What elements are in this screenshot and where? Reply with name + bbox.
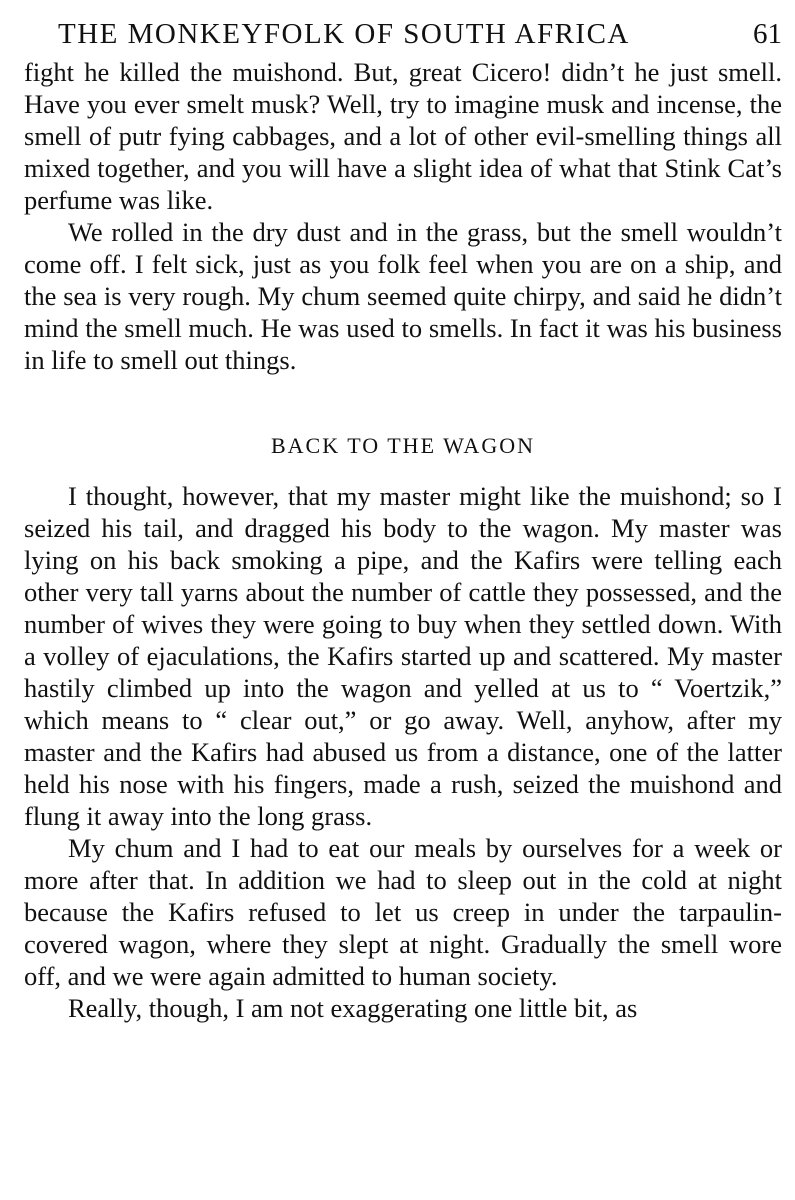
paragraph-1: fight he killed the muishond. But, great Cicero! didn’t he just smell. Have you ever smelt musk? Well, try to imagine musk and incense, the smell of putr fying cabbages, and a lot of other evil-smelling things all mixed together, and you will have a slight idea of what that Stink Cat’s perfume was like. bbox=[24, 57, 782, 215]
running-head bbox=[58, 14, 782, 54]
book-page bbox=[24, 14, 782, 1024]
page-number: 61 bbox=[753, 18, 782, 50]
paragraph-5: Really, though, I am not exaggerating one little bit, as bbox=[68, 993, 638, 1023]
paragraph-3: I thought, however, that my master might like the muishond; so I seized his tail, and dragged his body to the wagon. My master was lying on his back smoking a pipe, and the Kafirs were telling each other very tall yarns about the number of cattle they possessed, and the number of wives they were going to buy when they settled down. With a volley of ejaculations, the Kafirs started up and scattered. My master hastily climbed up into the wagon and yelled at us to “ Voertzik,” which means to “ clear out,” or go away. Well, anyhow, after my master and the Kafirs had abused us from a distance, one of the latter held his nose with his fingers, made a rush, seized the muishond and flung it away into the long grass. bbox=[24, 481, 782, 831]
paragraph-4: My chum and I had to eat our meals by ourselves for a week or more after that. In addition we had to sleep out in the cold at night because the Kafirs refused to let us creep in under the tarpaulin-covered wagon, where they slept at night. Gradually the smell wore off, and we were again admitted to human society. bbox=[24, 833, 782, 991]
running-title: THE MONKEYFOLK OF SOUTH AFRICA bbox=[58, 18, 630, 50]
paragraph-2: We rolled in the dry dust and in the grass, but the smell wouldn’t come off. I felt sick, just as you folk feel when you are on a ship, and the sea is very rough. My chum seemed quite chirpy, and said he didn’t mind the smell much. He was used to smells. In fact it was his business in life to smell out things. bbox=[24, 217, 782, 375]
section-heading: BACK TO THE WAGON bbox=[270, 433, 535, 458]
